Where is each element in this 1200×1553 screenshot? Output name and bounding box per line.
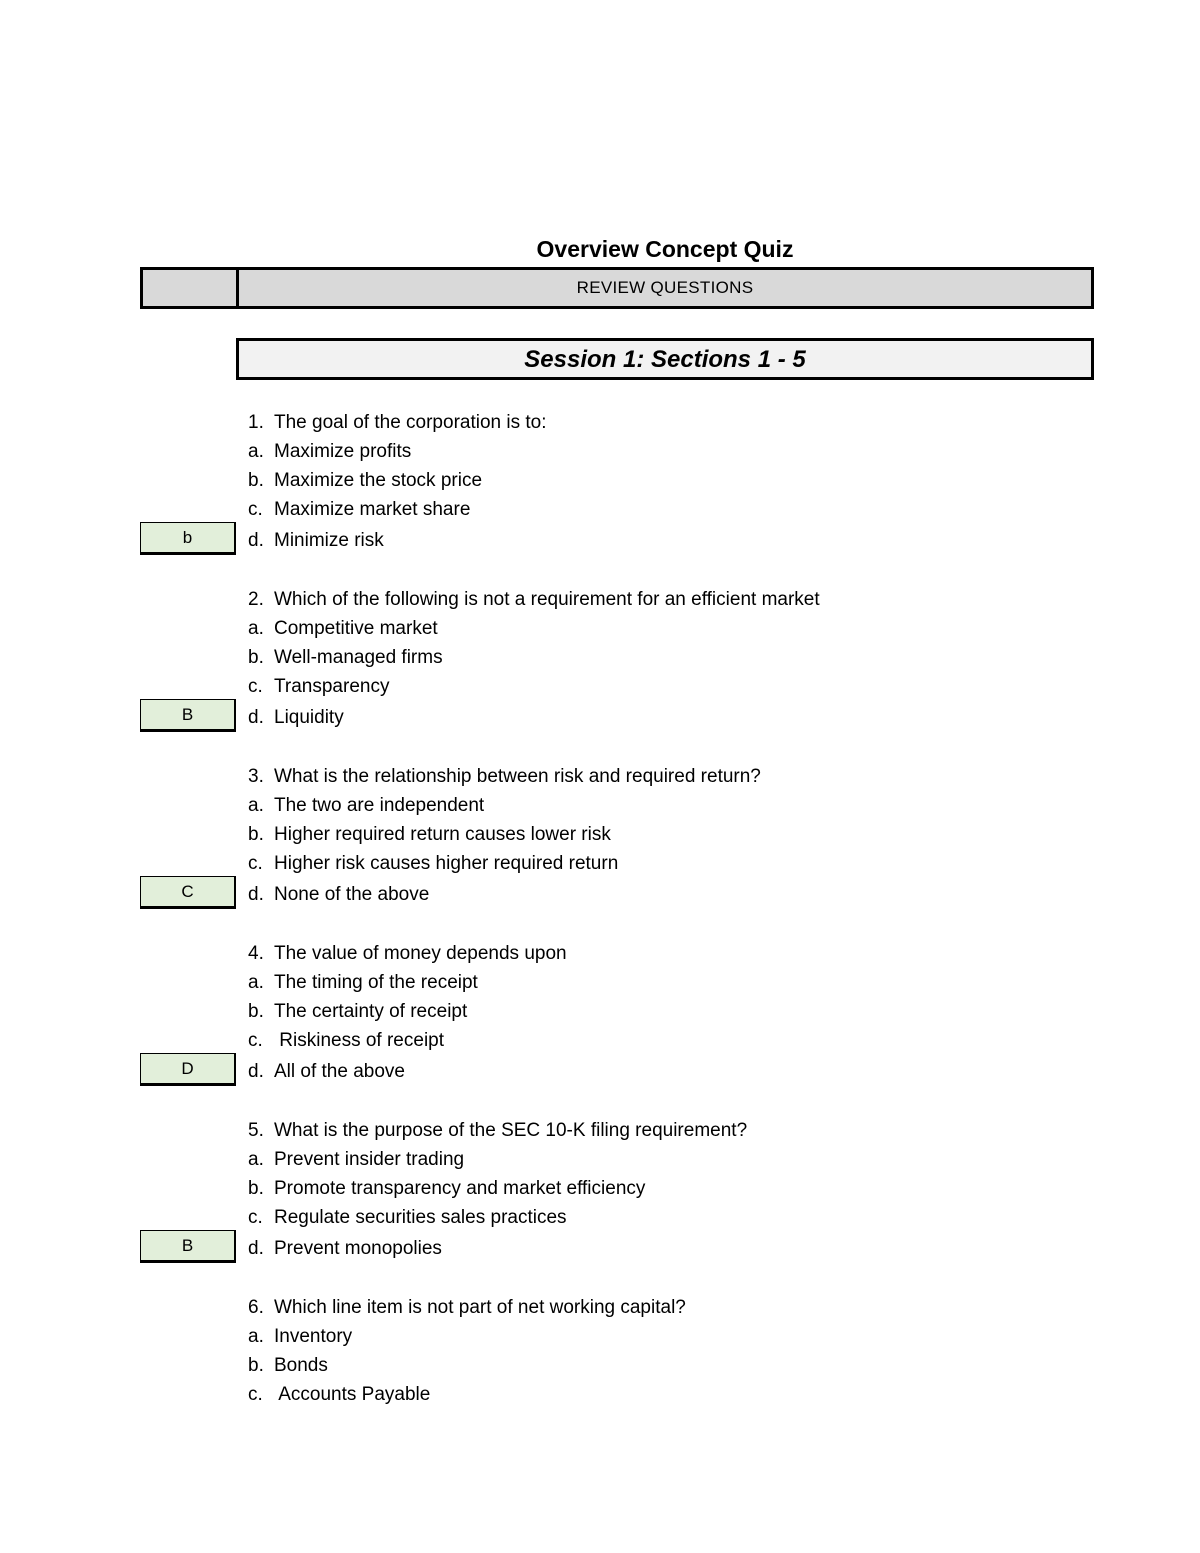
option-text: Riskiness of receipt <box>274 1030 445 1051</box>
question-text: What is the relationship between risk and required return? <box>274 766 761 787</box>
option-d <box>248 705 344 731</box>
option-label: b. <box>248 1355 264 1376</box>
option-text: Minimize risk <box>274 530 384 551</box>
option-label: a. <box>248 972 264 993</box>
option-text: Maximize market share <box>274 499 471 520</box>
option-label: b. <box>248 1001 264 1022</box>
option-label: b. <box>248 1178 264 1199</box>
option-label: c. <box>248 1384 263 1405</box>
option-text: Regulate securities sales practices <box>274 1207 567 1228</box>
option-b <box>248 1353 328 1379</box>
option-text: Higher required return causes lower risk <box>274 824 611 845</box>
question-stem <box>248 587 820 613</box>
question-stem <box>248 1118 747 1144</box>
option-text: All of the above <box>274 1061 405 1082</box>
option-a <box>248 793 484 819</box>
option-c <box>248 1382 430 1408</box>
option-d <box>248 1236 442 1262</box>
answer-cell-1[interactable]: b <box>140 522 236 555</box>
question-number: 2. <box>248 589 264 610</box>
review-header-blank-cell <box>143 270 239 306</box>
question-number: 6. <box>248 1297 264 1318</box>
question-stem <box>248 1295 686 1321</box>
option-b <box>248 1176 645 1202</box>
question-stem <box>248 941 567 967</box>
option-a <box>248 970 478 996</box>
option-text: The certainty of receipt <box>274 1001 468 1022</box>
option-b <box>248 645 443 671</box>
review-header-label: REVIEW QUESTIONS <box>576 278 754 297</box>
option-a <box>248 1324 352 1350</box>
option-d <box>248 528 384 554</box>
question-text: Which of the following is not a requirement for an efficient market <box>274 589 820 610</box>
option-text: Maximize the stock price <box>274 470 483 491</box>
option-d <box>248 882 429 908</box>
option-label: a. <box>248 1149 264 1170</box>
option-text: Maximize profits <box>274 441 412 462</box>
option-text: The two are independent <box>274 795 485 816</box>
review-questions-header <box>140 267 1094 309</box>
option-text: Well-managed firms <box>274 647 443 668</box>
option-label: a. <box>248 1326 264 1347</box>
option-label: c. <box>248 499 263 520</box>
option-c <box>248 851 618 877</box>
option-label: b. <box>248 647 264 668</box>
option-label: d. <box>248 1238 264 1259</box>
option-text: Higher risk causes higher required return <box>274 853 619 874</box>
option-label: d. <box>248 1061 264 1082</box>
question-text: The goal of the corporation is to: <box>274 412 547 433</box>
option-c <box>248 1028 444 1054</box>
option-label: d. <box>248 707 264 728</box>
option-a <box>248 439 411 465</box>
page-title: Overview Concept Quiz <box>536 236 794 262</box>
option-text: Bonds <box>274 1355 328 1376</box>
answer-cell-3[interactable]: C <box>140 876 236 909</box>
option-label: c. <box>248 853 263 874</box>
question-number: 4. <box>248 943 264 964</box>
question-text: What is the purpose of the SEC 10-K filing requirement? <box>274 1120 748 1141</box>
option-b <box>248 468 482 494</box>
session-title: Session 1: Sections 1 - 5 <box>236 338 1094 380</box>
option-a <box>248 1147 464 1173</box>
option-text: Liquidity <box>274 707 344 728</box>
question-text: Which line item is not part of net working capital? <box>274 1297 686 1318</box>
answer-cell-4[interactable]: D <box>140 1053 236 1086</box>
option-label: b. <box>248 824 264 845</box>
option-c <box>248 1205 567 1231</box>
option-d <box>248 1059 405 1085</box>
option-b <box>248 999 467 1025</box>
question-stem <box>248 764 761 790</box>
option-label: a. <box>248 441 264 462</box>
option-text: Transparency <box>274 676 390 697</box>
option-text: None of the above <box>274 884 430 905</box>
question-text: The value of money depends upon <box>274 943 567 964</box>
option-label: d. <box>248 530 264 551</box>
question-number: 1. <box>248 412 264 433</box>
answer-cell-5[interactable]: B <box>140 1230 236 1263</box>
option-text: Prevent monopolies <box>274 1238 442 1259</box>
option-c <box>248 674 389 700</box>
option-label: c. <box>248 1207 263 1228</box>
option-a <box>248 616 438 642</box>
option-label: a. <box>248 795 264 816</box>
option-text: Competitive market <box>274 618 438 639</box>
question-stem <box>248 410 547 436</box>
option-text: The timing of the receipt <box>274 972 478 993</box>
answer-cell-2[interactable]: B <box>140 699 236 732</box>
option-label: a. <box>248 618 264 639</box>
option-text: Promote transparency and market efficiency <box>274 1178 646 1199</box>
option-text: Prevent insider trading <box>274 1149 465 1170</box>
option-c <box>248 497 470 523</box>
question-number: 3. <box>248 766 264 787</box>
option-text: Inventory <box>274 1326 353 1347</box>
option-label: b. <box>248 470 264 491</box>
option-label: c. <box>248 676 263 697</box>
option-label: d. <box>248 884 264 905</box>
option-text: Accounts Payable <box>274 1384 431 1405</box>
question-number: 5. <box>248 1120 264 1141</box>
option-label: c. <box>248 1030 263 1051</box>
option-b <box>248 822 611 848</box>
